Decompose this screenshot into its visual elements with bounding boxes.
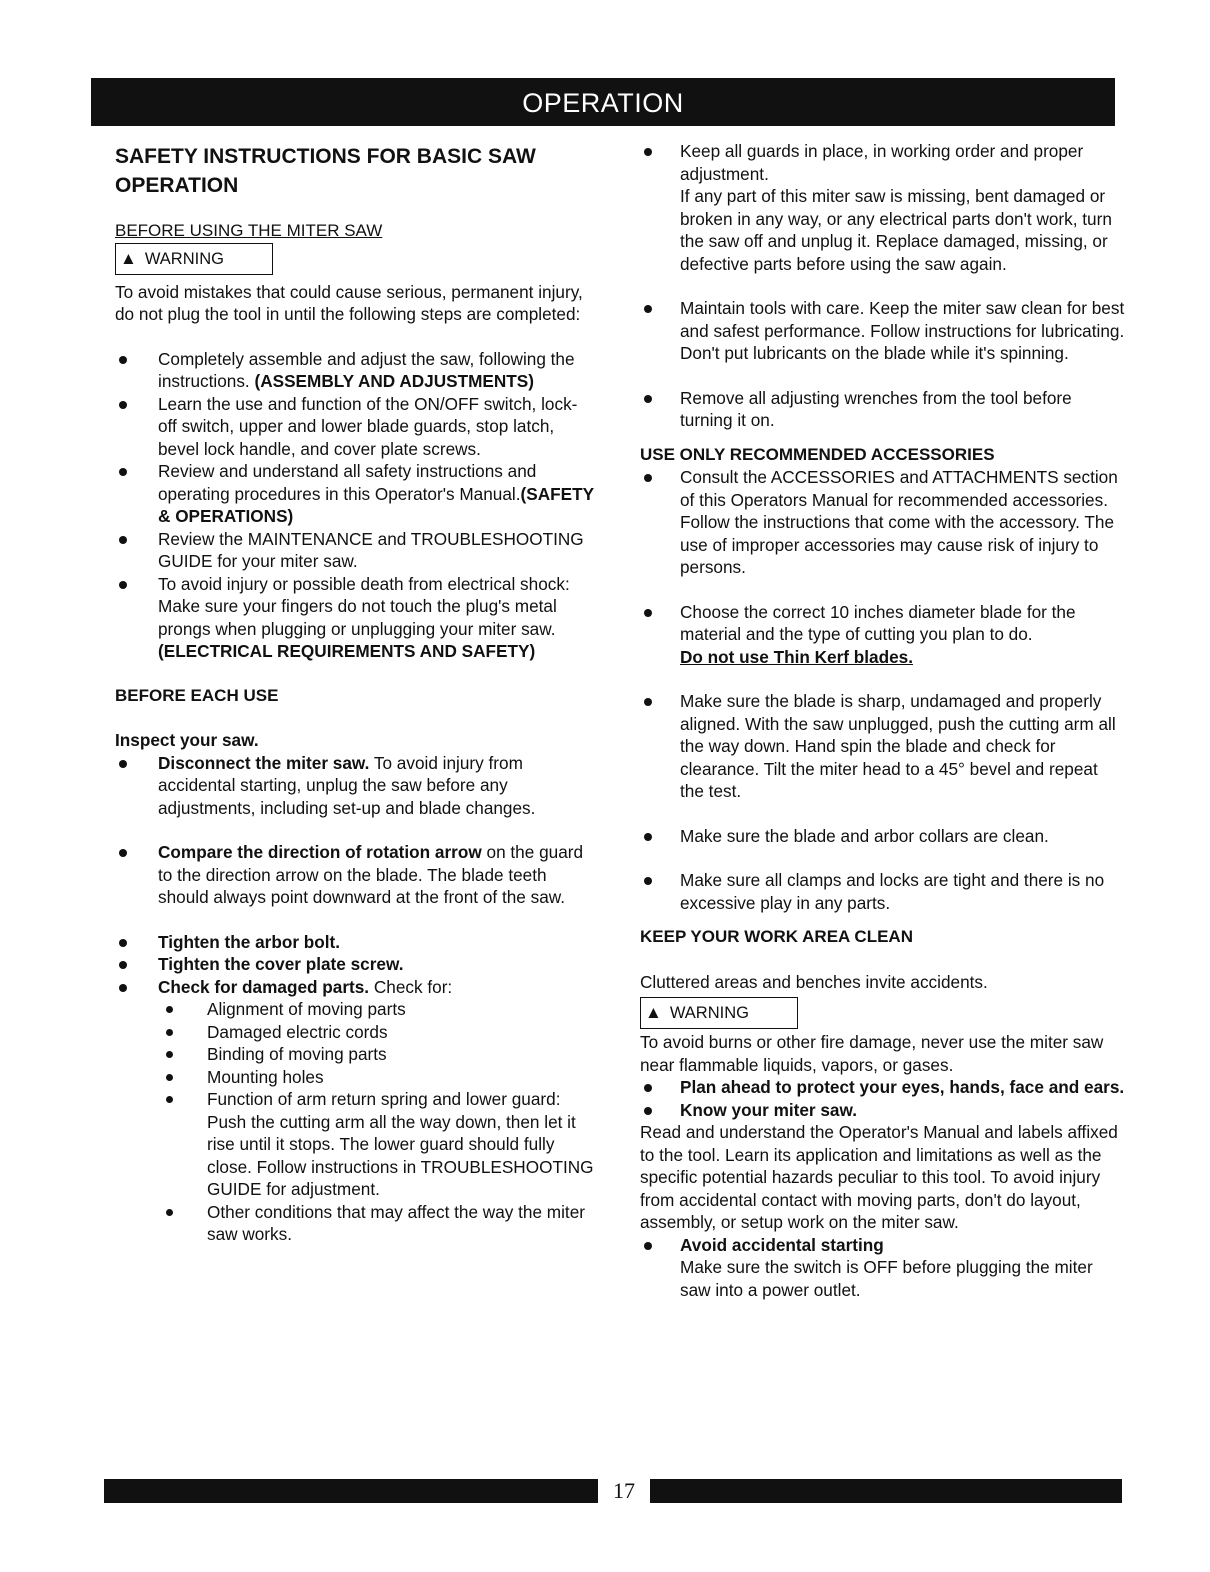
warning-box	[640, 997, 798, 1029]
sub-list-item: Mounting holes	[107, 1066, 595, 1089]
list-item: Make sure all clamps and locks are tight and there is no excessive play in any parts.	[640, 869, 1125, 914]
warning-label: WARNING	[144, 249, 224, 268]
fire-warning-text: To avoid burns or other fire damage, never use the miter saw near flammable liquids, vapors, or gases.	[640, 1032, 1104, 1075]
list-item: Check for damaged parts. Check for: Alignment of moving parts Damaged electric cords Binding of moving parts Mounting holes Function of arm return spring and lower guard: Push the cutting arm all the way down, then let it rise until it stops. The lower guard should fully close. Follow instructions in TROUBLESHOOTING GUIDE for adjustment. Other conditions that may affect the way the miter saw works.	[115, 976, 595, 1246]
list-item: Maintain tools with care. Keep the miter saw clean for best and safest performance. Follow instructions for lubricating. Don't put lubricants on the blade while it's spinning.	[640, 297, 1125, 365]
list-item: Make sure the blade is sharp, undamaged and properly aligned. With the saw unplugged, push the cutting arm all the way down. Hand spin the blade and check for clearance. Tilt the miter head to a 45° bevel and repeat the test.	[640, 690, 1125, 803]
section-banner: OPERATION	[91, 78, 1115, 126]
page-title: SAFETY INSTRUCTIONS FOR BASIC SAW OPERATION	[115, 145, 536, 197]
guards-list	[640, 140, 1125, 275]
work-area-intro: Cluttered areas and benches invite accidents.	[640, 971, 988, 992]
warning-box	[115, 243, 273, 275]
list-item: Avoid accidental starting Make sure the switch is OFF before plugging the miter saw into a power outlet.	[640, 1234, 1125, 1302]
sub-list-item: Other conditions that may affect the way the miter saw works.	[107, 1201, 595, 1246]
inspect-subheading: Inspect your saw.	[115, 730, 259, 750]
list-item: To avoid injury or possible death from electrical shock: Make sure your fingers do not touch the plug's metal prongs when plugging or unplugging your miter saw. (ELECTRICAL REQUIREMENTS AND SAFETY)	[115, 573, 595, 663]
list-item: Make sure the blade and arbor collars are clean.	[640, 825, 1125, 848]
before-each-list	[115, 752, 595, 820]
check-sublist	[158, 998, 595, 1246]
list-item: Choose the correct 10 inches diameter blade for the material and the type of cutting you plan to do. Do not use Thin Kerf blades.	[640, 601, 1125, 669]
list-item: Compare the direction of rotation arrow on the guard to the direction arrow on the blade. The blade teeth should always point downward at the front of the saw.	[115, 841, 595, 909]
work-area-heading: KEEP YOUR WORK AREA CLEAN	[640, 927, 913, 946]
list-item: Tighten the arbor bolt.	[115, 931, 595, 954]
page-number: 17	[613, 1478, 635, 1503]
list-item: Review the MAINTENANCE and TROUBLESHOOTING GUIDE for your miter saw.	[115, 528, 595, 573]
sub-list-item: Alignment of moving parts	[107, 998, 595, 1021]
left-column	[115, 140, 595, 1246]
sub-list-item: Damaged electric cords	[107, 1021, 595, 1044]
list-item: Tighten the cover plate screw.	[115, 953, 595, 976]
sub-list-item: Binding of moving parts	[107, 1043, 595, 1066]
list-item: Learn the use and function of the ON/OFF switch, lock-off switch, upper and lower blade guards, stop latch, bevel lock handle, and cover plate screws.	[115, 393, 595, 461]
right-column	[640, 140, 1125, 1301]
warning-label: WARNING	[669, 1004, 749, 1022]
warning-triangle-icon: ▲	[120, 248, 137, 268]
list-item: Plan ahead to protect your eyes, hands, face and ears.	[640, 1076, 1125, 1099]
accessories-list	[640, 466, 1125, 579]
list-item: Consult the ACCESSORIES and ATTACHMENTS section of this Operators Manual for recommended accessories. Follow the instructions that come with the accessory. The use of improper accessories may cause risk of injury to persons.	[640, 466, 1125, 579]
thin-kerf-note: Do not use Thin Kerf blades.	[680, 646, 914, 667]
before-each-use-heading: BEFORE EACH USE	[115, 685, 279, 705]
warning-triangle-icon: ▲	[645, 1003, 662, 1022]
intro-text: To avoid mistakes that could cause serious, permanent injury, do not plug the tool in until the following steps are completed:	[115, 281, 583, 324]
list-item: Remove all adjusting wrenches from the tool before turning it on.	[640, 387, 1125, 432]
list-item: Completely assemble and adjust the saw, following the instructions. (ASSEMBLY AND ADJUSTMENTS)	[115, 348, 595, 393]
accessories-heading: USE ONLY RECOMMENDED ACCESSORIES	[640, 444, 995, 464]
list-item: Keep all guards in place, in working order and proper adjustment. If any part of this miter saw is missing, bent damaged or broken in any way, or any electrical parts don't work, turn the saw off and unplug it. Replace damaged, missing, or defective parts before using the saw again.	[640, 140, 1125, 275]
footer-bar-right	[650, 1479, 1122, 1503]
before-using-list	[115, 348, 595, 663]
list-item: Disconnect the miter saw. To avoid injury from accidental starting, unplug the saw before any adjustments, including set-up and blade changes.	[115, 752, 595, 820]
list-item: Review and understand all safety instructions and operating procedures in this Operator's Manual.(SAFETY & OPERATIONS)	[115, 460, 595, 528]
sub-list-item: Function of arm return spring and lower guard: Push the cutting arm all the way down, then let it rise until it stops. The lower guard should fully close. Follow instructions in TROUBLESHOOTING GUIDE for adjustment.	[107, 1088, 595, 1201]
list-item: Know your miter saw.	[640, 1099, 1125, 1122]
before-using-heading: BEFORE USING THE MITER SAW	[115, 221, 383, 240]
know-saw-text: Read and understand the Operator's Manual and labels affixed to the tool. Learn its application and limitations as well as the specific potential hazards peculiar to this tool. To avoid injury from accidental contact with moving parts, don't do layout, assembly, or setup work on the miter saw.	[640, 1122, 1118, 1232]
footer-bar-left	[104, 1479, 598, 1503]
